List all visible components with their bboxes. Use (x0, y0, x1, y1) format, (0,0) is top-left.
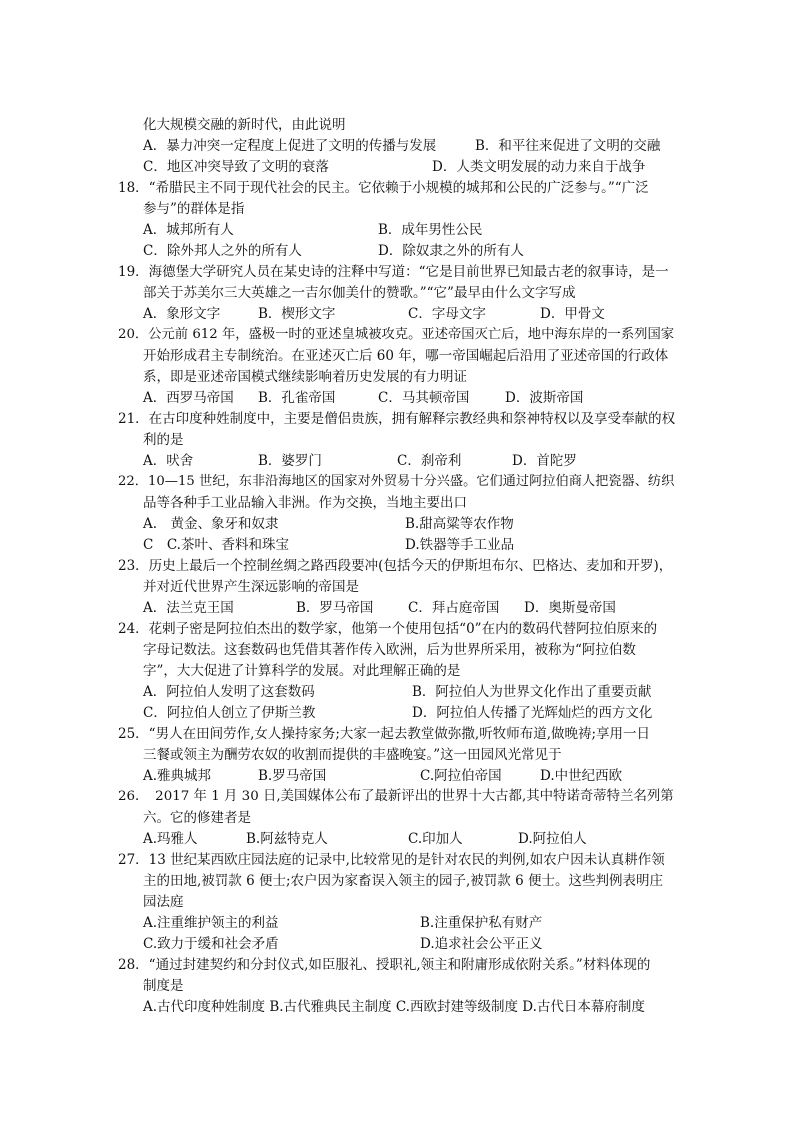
q23-option-a: A．法兰克王国 (143, 600, 234, 616)
q26-stem-line1: 26． 2017 年 1 月 30 日,美国媒体公布了最新评出的世界十大古都,其中特诺奇蒂特兰名列第 (118, 789, 674, 804)
q20-stem-line1: 20．公元前 612 年，盛极一时的亚述皇城被攻克。亚述帝国灭亡后，地中海东岸的一系列国家 (118, 327, 675, 342)
q25-stem-line1: 25．“男人在田间劳作,女人操持家务;大家一起去教堂做弥撒,听牧师布道,做晚祷;享用一日 (118, 726, 651, 742)
q25-stem-line2: 三餐或领主为酬劳农奴的收割而提供的丰盛晚宴。”这一田园风光常见于 (143, 747, 562, 763)
q21-stem-line2: 利的是 (143, 432, 184, 448)
q22-option-b: B.甜高粱等农作物 (405, 516, 514, 532)
q21-option-d: D．首陀罗 (512, 453, 577, 469)
q21-option-c: C．刹帝利 (397, 453, 462, 469)
q17-option-c: C．地区冲突导致了文明的衰落 (143, 159, 329, 175)
q25-option-a: A.雅典城邦 (143, 768, 212, 784)
q21-stem-line1: 21．在古印度种姓制度中，主要是僧侣贵族，拥有解释宗教经典和祭神特权以及享受奉献的权 (118, 411, 676, 427)
q17-stem: 化大规模交融的新时代，由此说明 (143, 117, 346, 133)
q26-option-d: D.阿拉伯人 (518, 831, 587, 847)
q23-option-c: C．拜占庭帝国 (408, 600, 500, 616)
q18-option-c: C．除外邦人之外的所有人 (143, 243, 302, 259)
q27-option-c: C.致力于缓和社会矛盾 (143, 936, 279, 952)
q23-stem-line1: 23．历史上最后一个控制丝绸之路西段要冲(包括今天的伊斯坦布尔、巴格达、麦加和开罗)， (118, 558, 673, 574)
q18-stem-line1: 18．“希腊民主不同于现代社会的民主。它依赖于小规模的城邦和公民的广泛参与。”“广泛 (118, 180, 649, 196)
q18-option-b: B．成年男性公民 (378, 222, 483, 238)
q20-stem-line2: 开始形成君主专制统治。在亚述灭亡后 60 年，哪一帝国崛起后沿用了亚述帝国的行政体 (143, 348, 669, 364)
q28-stem-line2: 制度是 (143, 978, 184, 994)
q24-stem-line2: 字母记数法。这套数码也凭借其著作传入欧洲，后为世界所采用，被称为“阿拉伯数 (143, 642, 636, 658)
q20-option-d: D．波斯帝国 (505, 390, 584, 406)
q18-option-d: D．除奴隶之外的所有人 (378, 243, 524, 259)
q24-option-d: D．阿拉伯人传播了光辉灿烂的西方文化 (412, 705, 653, 721)
q23-stem-line2: 并对近代世界产生深远影响的帝国是 (143, 579, 359, 595)
q19-option-d: D．甲骨文 (540, 306, 605, 322)
q27-option-a: A.注重维护领主的利益 (143, 915, 279, 931)
q27-option-d: D.追求社会公平正义 (420, 936, 543, 952)
q24-option-a: A．阿拉伯人发明了这套数码 (143, 684, 315, 700)
q19-stem-line2: 部关于苏美尔三大英雄之一吉尔伽美什的赞歌。”“它”最早由什么文字写成 (143, 285, 576, 301)
q27-stem-line3: 园法庭 (143, 894, 184, 910)
q19-stem-line1: 19．海德堡大学研究人员在某史诗的注释中写道：“它是目前世界已知最古老的叙事诗，是一 (118, 264, 669, 280)
q27-option-b: B.注重保护私有财产 (420, 915, 543, 931)
q24-option-b: B．阿拉伯人为世界文化作出了重要贡献 (412, 684, 652, 700)
q26-option-b: B.阿兹特克人 (246, 831, 328, 847)
q21-option-b: B．婆罗门 (258, 453, 322, 469)
q20-option-b: B．孔雀帝国 (258, 390, 336, 406)
q28-stem-line1: 28．“通过封建契约和分封仪式,如臣服礼、授职礼,领主和附庸形成依附关系。”材料体现的 (118, 957, 651, 973)
q26-option-a: A.玛雅人 (143, 831, 198, 847)
q17-option-d: D．人类文明发展的动力来自于战争 (432, 159, 646, 175)
q27-stem-line1: 27．13 世纪某西欧庄园法庭的记录中,比较常见的是针对农民的判例,如农户因未认真耕作领 (118, 852, 665, 868)
q18-stem-line2: 参与”的群体是指 (143, 201, 245, 217)
q25-option-c: C.阿拉伯帝国 (420, 768, 502, 784)
q22-option-c: C C.茶叶、香料和珠宝 (143, 537, 289, 553)
q24-stem-line3: 字”，大大促进了计算科学的发展。对此理解正确的是 (143, 663, 461, 679)
q25-option-d: D.中世纪西欧 (540, 768, 623, 784)
q22-option-a: A. 黄金、象牙和奴隶 (143, 516, 279, 532)
q26-stem-line2: 六。它的修建者是 (143, 810, 251, 826)
q23-option-b: B．罗马帝国 (296, 600, 374, 616)
q19-option-a: A．象形文字 (143, 306, 221, 322)
q24-option-c: C．阿拉伯人创立了伊斯兰教 (143, 705, 316, 721)
q18-option-a: A．城邦所有人 (143, 222, 234, 238)
q23-option-d: D．奥斯曼帝国 (524, 600, 616, 616)
q22-stem-line1: 22．10—15 世纪，东非沿海地区的国家对外贸易十分兴盛。它们通过阿拉伯商人把瓷器、纺织 (118, 474, 675, 489)
q22-option-d: D.铁器等手工业品 (405, 537, 515, 553)
q17-option-a: A．暴力冲突一定程度上促进了文明的传播与发展 (143, 138, 437, 154)
q22-stem-line2: 品等各种手工业品输入非洲。作为交换，当地主要出口 (143, 495, 467, 511)
q20-option-a: A．西罗马帝国 (143, 390, 234, 406)
q26-option-c: C.印加人 (408, 831, 463, 847)
q19-option-b: B．楔形文字 (258, 306, 336, 322)
q20-option-c: C．马其顿帝国 (378, 390, 470, 406)
q19-option-c: C．字母文字 (408, 306, 486, 322)
q25-option-b: B.罗马帝国 (258, 768, 327, 784)
q28-options: A.古代印度种姓制度 B.古代雅典民主制度 C.西欧封建等级制度 D.古代日本幕府制度 (143, 999, 645, 1015)
q17-option-b: B．和平往来促进了文明的交融 (475, 138, 661, 154)
q21-option-a: A．吠舍 (143, 453, 194, 469)
q20-stem-line3: 系，即是亚述帝国模式继续影响着历史发展的有力明证 (143, 369, 467, 385)
q27-stem-line2: 主的田地,被罚款 6 便士;农户因为家畜误入领主的园子,被罚款 6 便士。这些判例表明庄 (143, 873, 663, 889)
q24-stem-line1: 24．花剌子密是阿拉伯杰出的数学家，他第一个使用包括“0”在内的数码代替阿拉伯原来的 (118, 621, 658, 637)
